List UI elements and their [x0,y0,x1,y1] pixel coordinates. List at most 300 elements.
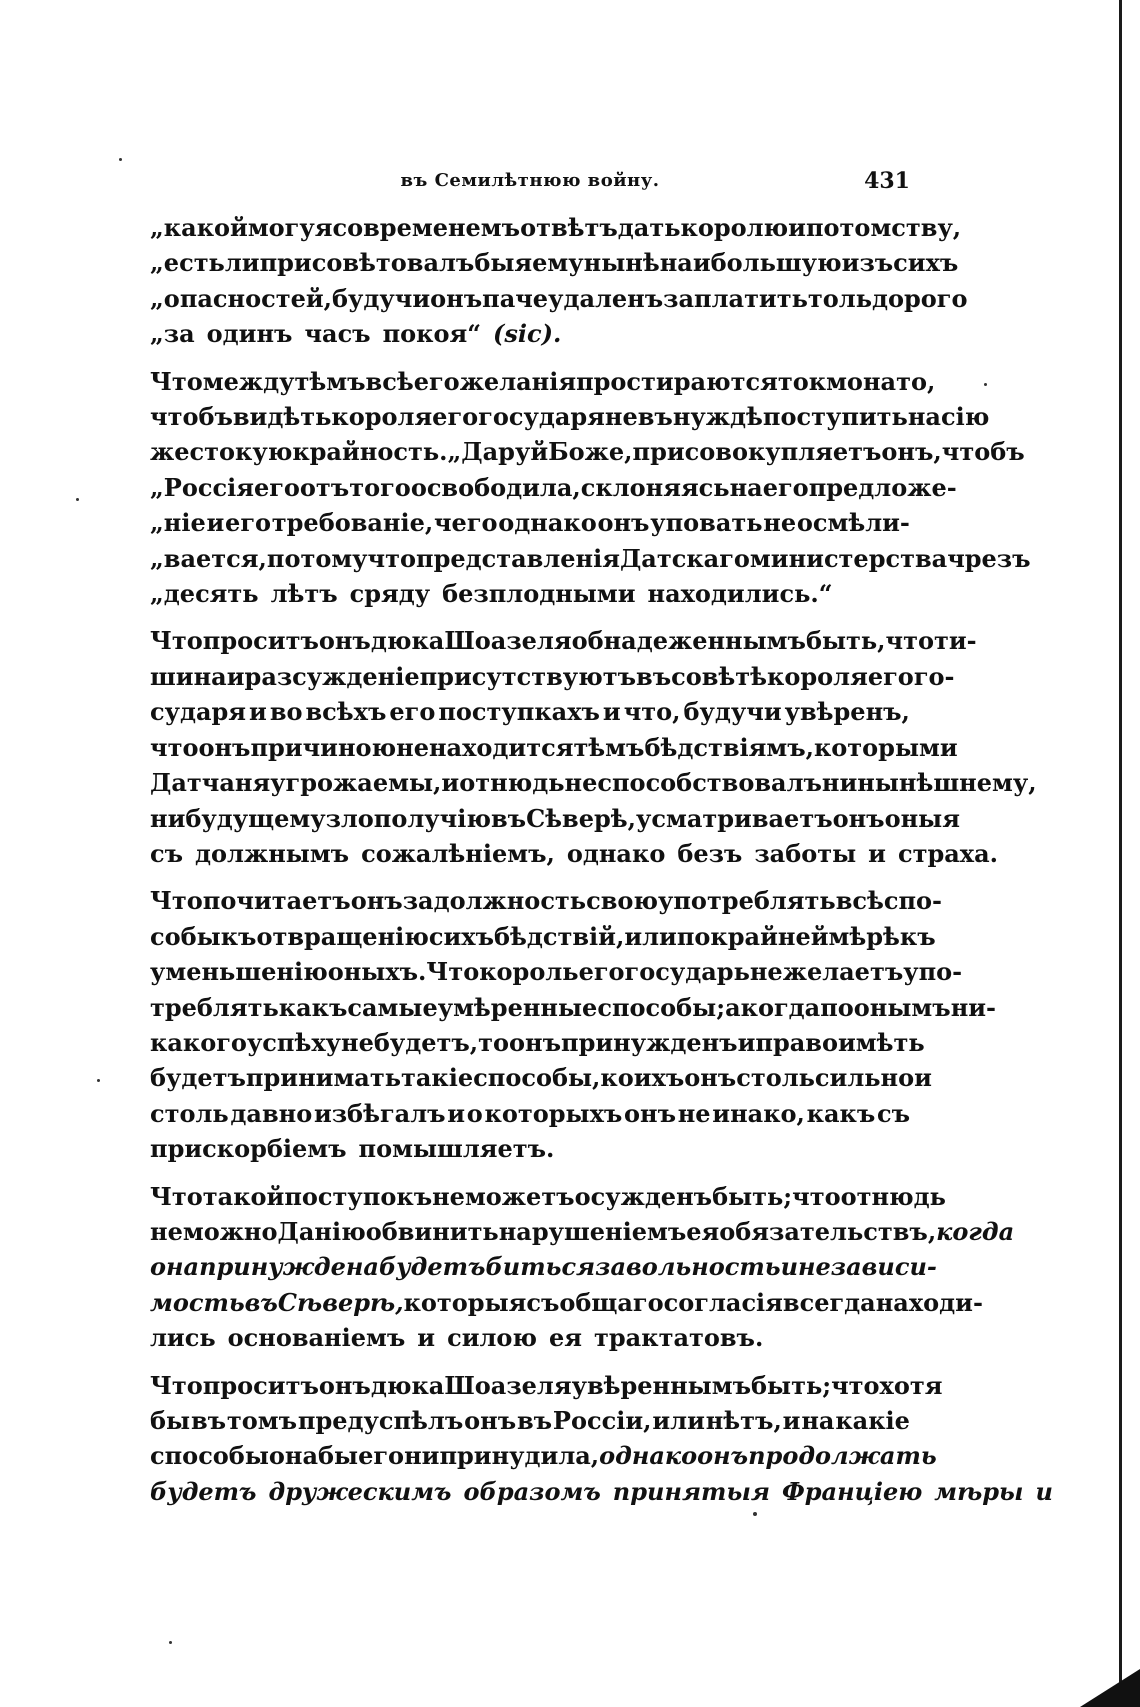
word: онъ [684,1063,737,1093]
word: онъ [464,1406,517,1435]
text-line [150,1474,1053,1509]
page-number: 431 [864,168,910,194]
word: дорого [872,283,968,313]
word: „вается, [150,543,267,573]
text-line [150,1179,946,1214]
text-line [150,576,910,611]
word: находи- [875,1287,983,1317]
word: заплатить [663,283,808,313]
word: его [762,472,809,502]
word: бѣдствіямъ, [644,732,814,762]
word: тѣмъ [294,366,366,396]
word: такіе [401,1063,474,1093]
word: самые [347,992,438,1022]
word: инако, [712,1098,805,1128]
word: лись [150,1323,216,1353]
word: поступокъ [284,1181,433,1211]
word: короля [331,402,433,432]
word: сряду [349,579,431,609]
word: а [725,992,741,1022]
word: къ [220,921,257,951]
word: Что [426,957,480,987]
word: будущему [185,803,326,833]
word: Сѣверѣ, [277,1287,404,1317]
word: дюка [370,626,445,656]
word: страха. [897,838,998,868]
word: образомъ [463,1476,601,1506]
word: усматриваетъ [636,803,833,833]
word: однако [498,508,597,538]
word: можетъ [464,1181,575,1211]
word: столь [736,1063,815,1093]
word: которыхъ [484,1098,623,1128]
word: она [268,1441,318,1471]
paragraph [150,883,997,1166]
word: присовокупляетъ [632,437,882,467]
word: требованіе, [271,508,434,538]
word: крайней [710,921,829,951]
word: Россіи, [552,1406,652,1435]
word: и [782,1406,801,1435]
word: совѣтѣ [671,661,768,691]
word: онъ [697,1441,749,1471]
word: не [749,957,783,987]
word: сихъ [428,921,494,951]
word: въ [637,402,673,432]
word: токмо [777,366,863,396]
text-line [150,1285,983,1320]
word: ея [549,1323,583,1353]
word: въ [244,1287,278,1317]
print-speck [753,1512,757,1516]
word: въ [636,661,672,691]
word: имѣть [838,1027,925,1057]
word: Датскаго [619,543,750,573]
word: онъ [597,508,650,538]
word: давно [230,1098,313,1128]
text-line [150,919,936,954]
word: не [677,1098,711,1128]
word: какого [150,1027,247,1057]
word: Франціею [781,1476,923,1506]
word: хотя [879,1370,943,1400]
word: способы [150,1441,269,1471]
word: мѣры [934,1476,1024,1506]
word: оныя [884,803,960,833]
word: такой [202,1181,285,1211]
word: не [432,1181,465,1211]
word: принудила, [439,1441,600,1471]
word: ни- [950,992,997,1022]
word: коихъ [600,1063,685,1093]
word: министерства [749,543,948,573]
word: онъ [318,626,371,656]
word: право [755,1027,838,1057]
word: онъ [509,1027,562,1057]
word: освободила, [410,472,581,502]
word: поступить [762,402,908,432]
word: упо- [903,957,963,987]
word: на [862,366,897,396]
word: всѣхъ [305,697,387,727]
word: государя [478,402,605,432]
text-line [150,1368,943,1403]
word: и [868,838,886,868]
word: уменьшенію [150,957,328,987]
word: тѣмъ [573,732,645,762]
text-line [150,541,1031,576]
word: присовѣтовалъ [259,248,475,278]
text-line [150,954,963,989]
text-line [150,883,943,918]
text-line [150,1403,910,1438]
word: къ [899,921,936,951]
word: принятыя [612,1476,770,1506]
word: быть; [751,1370,832,1400]
word: или [624,921,677,951]
word: чтобъ [150,402,233,432]
word: почитаетъ [202,886,351,916]
text-line [150,399,990,434]
page-edge-shadow [1119,0,1122,1707]
word: того [349,472,411,502]
word: со [332,213,364,242]
word: когда [936,1216,1015,1246]
word: помышляетъ. [358,1134,555,1164]
word: увѣреннымъ [571,1370,751,1400]
word: Боже, [548,437,633,467]
word: проситъ [202,626,319,656]
word: и [602,697,621,727]
word: ни [821,768,858,798]
word: однако [566,838,666,868]
word: и [1035,1476,1053,1506]
word: разсужденіе [244,661,420,691]
text-line [150,836,998,871]
word: и [914,1063,932,1093]
word: что [792,1181,841,1211]
text-line [150,623,977,658]
word: въ [190,1406,227,1435]
word: между [202,366,295,396]
text-line [150,245,959,280]
word: „десять [150,579,259,609]
word: быть, [805,626,886,656]
word: лѣтъ [270,579,338,609]
word: должность [433,886,587,916]
word: бы [474,248,515,278]
word: будетъ [150,1476,257,1506]
text-line [150,659,955,694]
word: онъ [832,803,885,833]
word: сію [940,402,990,432]
word: всѣ [365,366,414,396]
word: ему [532,248,584,278]
word: по [820,992,854,1022]
word: то, [896,366,936,396]
word: на [907,402,941,432]
word: о [466,1098,483,1128]
text-line [150,364,936,399]
word: свою [586,886,658,916]
word: крайность. [292,437,448,467]
word: дать [617,213,681,242]
word: нынѣшнему, [857,768,1037,798]
word: простираются [576,366,778,396]
word: ея [686,1216,720,1246]
word: не [604,402,638,432]
running-title: въ Семилѣтнюю войну. [400,170,660,191]
word: на [801,1406,835,1435]
word: мѣрѣ [828,921,900,951]
word: во [269,697,303,727]
word: желаетъ [782,957,904,987]
word: за [595,1252,627,1282]
word: отнюдь [840,1181,946,1211]
paragraph [150,1368,1053,1510]
word: продолжать [748,1441,937,1471]
word: шина [150,661,227,691]
word: что [367,543,416,573]
text-line [150,470,957,505]
word: временемъ [363,213,521,242]
word: одинъ [206,319,293,349]
word: она [150,1252,200,1282]
print-speck [984,383,987,386]
word: королю [680,213,789,242]
word: толь [807,283,872,313]
word: дружескимъ [268,1476,452,1506]
word: собы [150,921,221,951]
word: будетъ [378,1252,486,1282]
word: принужденъ [561,1027,738,1057]
text-line [150,505,910,540]
word: осужденъ [574,1181,713,1211]
word: Шоазеля [444,1370,572,1400]
word: Что [150,886,203,916]
word: принимать [245,1063,401,1093]
word: склоняясь [580,472,730,502]
word: биться [485,1252,596,1282]
word: какъ [278,992,348,1022]
word: можно [182,1216,278,1246]
word: успѣху [246,1027,342,1057]
text-line [150,1438,937,1473]
word: „за [150,319,195,349]
word: прискорбіемъ [150,1134,347,1164]
word: потому [266,543,368,573]
word: „Даруй [447,437,549,467]
word: его [253,472,300,502]
word: когда [740,992,821,1022]
word: независи- [798,1252,937,1282]
word: его [389,697,436,727]
word: согласія [663,1287,783,1317]
text-line [150,694,910,729]
word: столь [150,1098,229,1128]
word: чего [433,508,498,538]
text-line [150,1060,932,1095]
word: потомству, [805,213,962,242]
word: его [413,366,460,396]
word: умѣренные [437,992,598,1022]
word: король [479,957,579,987]
print-speck [169,1641,172,1644]
word: ти- [933,626,977,656]
word: причиною [250,732,397,762]
word: я [314,213,333,242]
word: я [514,248,533,278]
word: мость [150,1287,245,1317]
word: что [831,1370,880,1400]
word: отнюдь [459,768,565,798]
word: силою [447,1323,538,1353]
word: онъ, [881,437,942,467]
word: изъ [841,248,894,278]
word: спо- [883,886,943,916]
word: Шоазеля [444,626,572,656]
word: проситъ [202,1370,319,1400]
word: предуспѣлъ [297,1406,464,1435]
print-speck [119,158,122,161]
word: ни [404,1441,440,1471]
word: его [432,402,479,432]
word: его [358,1441,405,1471]
word: сударя [150,697,247,727]
word: часъ [304,319,371,349]
text-line [150,765,1037,800]
text-line [150,1214,1015,1249]
word: наибольшую [659,248,842,278]
word: обнадеженнымъ [571,626,806,656]
word: способы; [597,992,726,1022]
word: нѣтъ, [705,1406,782,1435]
word: обвинить [365,1216,499,1246]
word: и [447,1098,466,1128]
word: Что [150,366,203,396]
word: которыя [403,1287,527,1317]
word: общаго [559,1287,664,1317]
text-line [150,316,910,351]
word: „ніе [150,508,206,538]
word: не [341,1027,374,1057]
word: онъ [350,886,403,916]
page-header [150,170,910,200]
word: съ [526,1287,560,1317]
word: будучи [683,697,782,727]
word: его [578,957,625,987]
word: быть; [712,1181,793,1211]
word: онъ [430,283,483,313]
word: вольность [626,1252,781,1282]
text-line [150,801,960,836]
word: представленія [416,543,620,573]
word: безъ [677,838,743,868]
word: будетъ [150,1063,246,1093]
word: жестокую [150,437,293,467]
word: обязательствъ, [719,1216,937,1246]
word: сильно [814,1063,915,1093]
word: отъ [299,472,350,502]
text-line [150,1320,910,1355]
word: и [417,1323,436,1353]
word: злополучію [325,803,491,833]
print-speck [76,498,79,501]
print-speck [97,1079,100,1082]
word: на [729,472,763,502]
word: онымъ [853,992,951,1022]
word: увѣренъ, [784,697,910,727]
text-line [150,1096,910,1131]
text-line [150,1249,937,1284]
word: Датчаня [150,768,271,798]
word: не [396,732,429,762]
word: находились.“ [647,579,833,609]
word: основаніемъ [227,1323,406,1353]
word: всѣ [835,886,884,916]
text-line [150,210,962,245]
text-line [150,1131,910,1166]
word: бы [318,1441,359,1471]
word: однако [599,1441,698,1471]
word: Что [150,1181,203,1211]
word: съ [876,1098,910,1128]
word: и [206,508,225,538]
word: и [441,768,460,798]
word: трактатовъ. [594,1323,764,1353]
word: не [564,768,598,798]
text-line [150,1025,925,1060]
text-line [150,434,1025,469]
word: и [780,1252,799,1282]
word: употреблять [658,886,836,916]
paragraph [150,210,968,352]
word: съ [150,838,184,868]
word: сожалѣніемъ, [361,838,555,868]
word: нарушеніемъ [498,1216,687,1246]
word: способы, [473,1063,601,1093]
paragraph [150,364,1031,612]
word: бѣдствій, [494,921,625,951]
word: дюка [370,1370,445,1400]
word: какіе [835,1406,910,1435]
word: осмѣли- [796,508,910,538]
word: угрожаемы, [270,768,442,798]
word: способствовалъ [597,768,822,798]
word: чрезъ [947,543,1031,573]
word: не [763,508,797,538]
word: избѣгалъ [313,1098,446,1128]
word: предложе- [808,472,957,502]
word: за [402,886,434,916]
word: что [885,626,934,656]
word: Что [150,626,203,656]
word: должнымъ [195,838,350,868]
word: государь [624,957,750,987]
word: паче [482,283,549,313]
word: „какой [150,213,248,242]
text-line [150,281,968,316]
word: и [226,661,245,691]
word: „Россія [150,472,254,502]
text-line [150,990,997,1025]
word: Что [150,1370,203,1400]
word: что, [623,697,681,727]
word: оныхъ. [327,957,427,987]
word: безплодными [442,579,636,609]
word: поступкахъ [438,697,600,727]
word: сихъ [893,248,959,278]
